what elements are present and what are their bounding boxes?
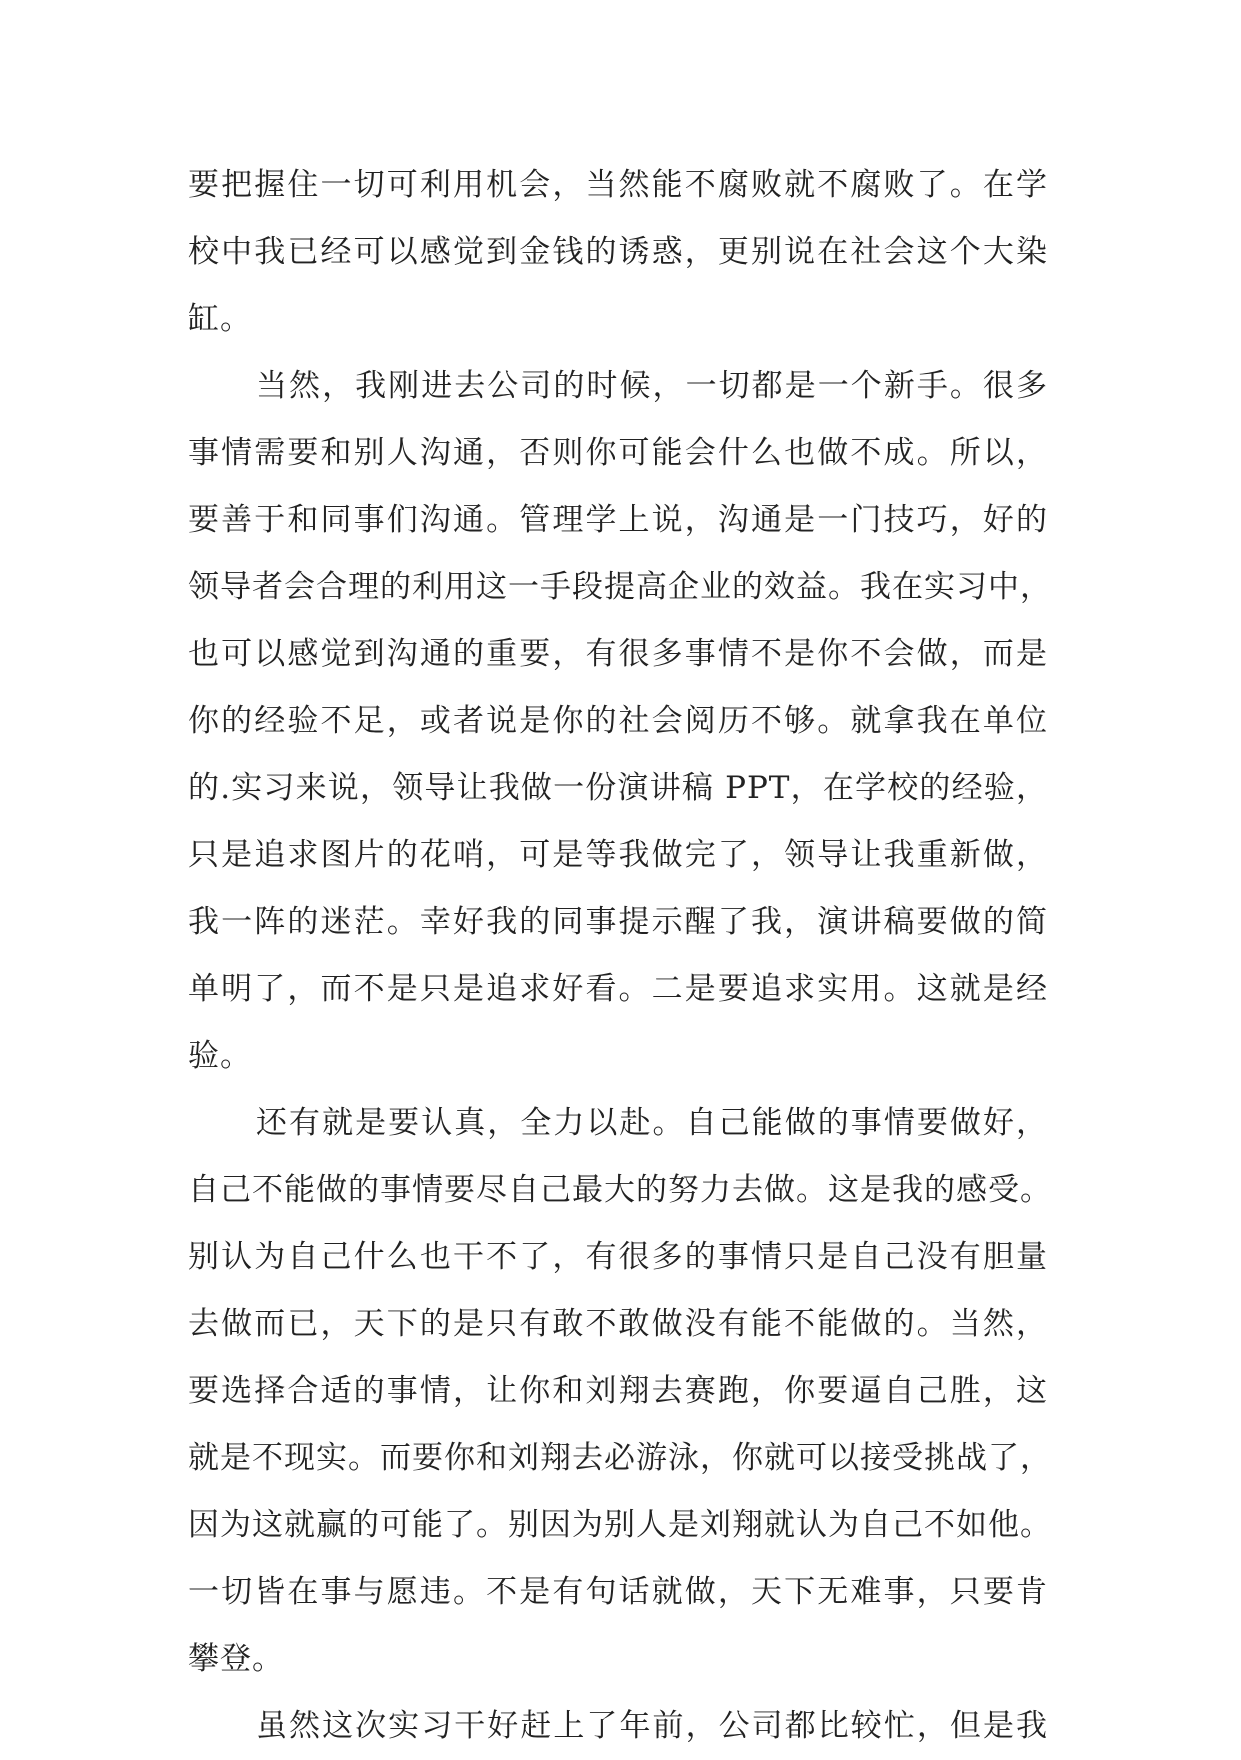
text-line: 一切皆在事与愿违。不是有句话就做，天下无难事，只要肯	[188, 1574, 1048, 1610]
text-line: 单明了，而不是只是追求好看。二是要追求实用。这就是经	[188, 971, 1048, 1007]
text-line: 别认为自己什么也干不了，有很多的事情只是自己没有胆量	[188, 1239, 1048, 1275]
paragraph-start-line: 虽然这次实习干好赶上了年前，公司都比较忙，但是我	[256, 1708, 1048, 1744]
text-line: 因为这就赢的可能了。别因为别人是刘翔就认为自己不如他。	[188, 1507, 1052, 1543]
text-line: 验。	[188, 1038, 252, 1074]
body-text	[188, 152, 1052, 1760]
text-line: 领导者会合理的利用这一手段提高企业的效益。我在实习中，	[188, 569, 1052, 605]
text-line: 事情需要和别人沟通，否则你可能会什么也做不成。所以，	[188, 435, 1048, 471]
text-line: 我一阵的迷茫。幸好我的同事提示醒了我，演讲稿要做的简	[188, 904, 1048, 940]
text-line: 要选择合适的事情，让你和刘翔去赛跑，你要逼自己胜，这	[188, 1373, 1048, 1409]
text-line: 要把握住一切可利用机会，当然能不腐败就不腐败了。在学	[188, 167, 1048, 203]
text-line: 也可以感觉到沟通的重要，有很多事情不是你不会做，而是	[188, 636, 1048, 672]
text-line: 要善于和同事们沟通。管理学上说，沟通是一门技巧，好的	[188, 502, 1048, 538]
text-line: 攀登。	[188, 1641, 284, 1677]
text-line: 校中我已经可以感觉到金钱的诱惑，更别说在社会这个大染	[188, 234, 1048, 270]
text-line: 自己不能做的事情要尽自己最大的努力去做。这是我的感受。	[188, 1172, 1052, 1208]
text-line: 就是不现实。而要你和刘翔去必游泳，你就可以接受挑战了，	[188, 1440, 1052, 1476]
text-line: 缸。	[188, 301, 252, 337]
text-line: 只是追求图片的花哨，可是等我做完了，领导让我重新做，	[188, 837, 1048, 873]
text-line: 你的经验不足，或者说是你的社会阅历不够。就拿我在单位	[188, 703, 1048, 739]
paragraph-start-line: 当然，我刚进去公司的时候，一切都是一个新手。很多	[256, 368, 1048, 404]
text-line: 去做而已，天下的是只有敢不敢做没有能不能做的。当然，	[188, 1306, 1048, 1342]
text-line: 的.实习来说，领导让我做一份演讲稿 PPT，在学校的经验，	[188, 770, 1048, 806]
paragraph-start-line: 还有就是要认真，全力以赴。自己能做的事情要做好，	[256, 1105, 1048, 1141]
